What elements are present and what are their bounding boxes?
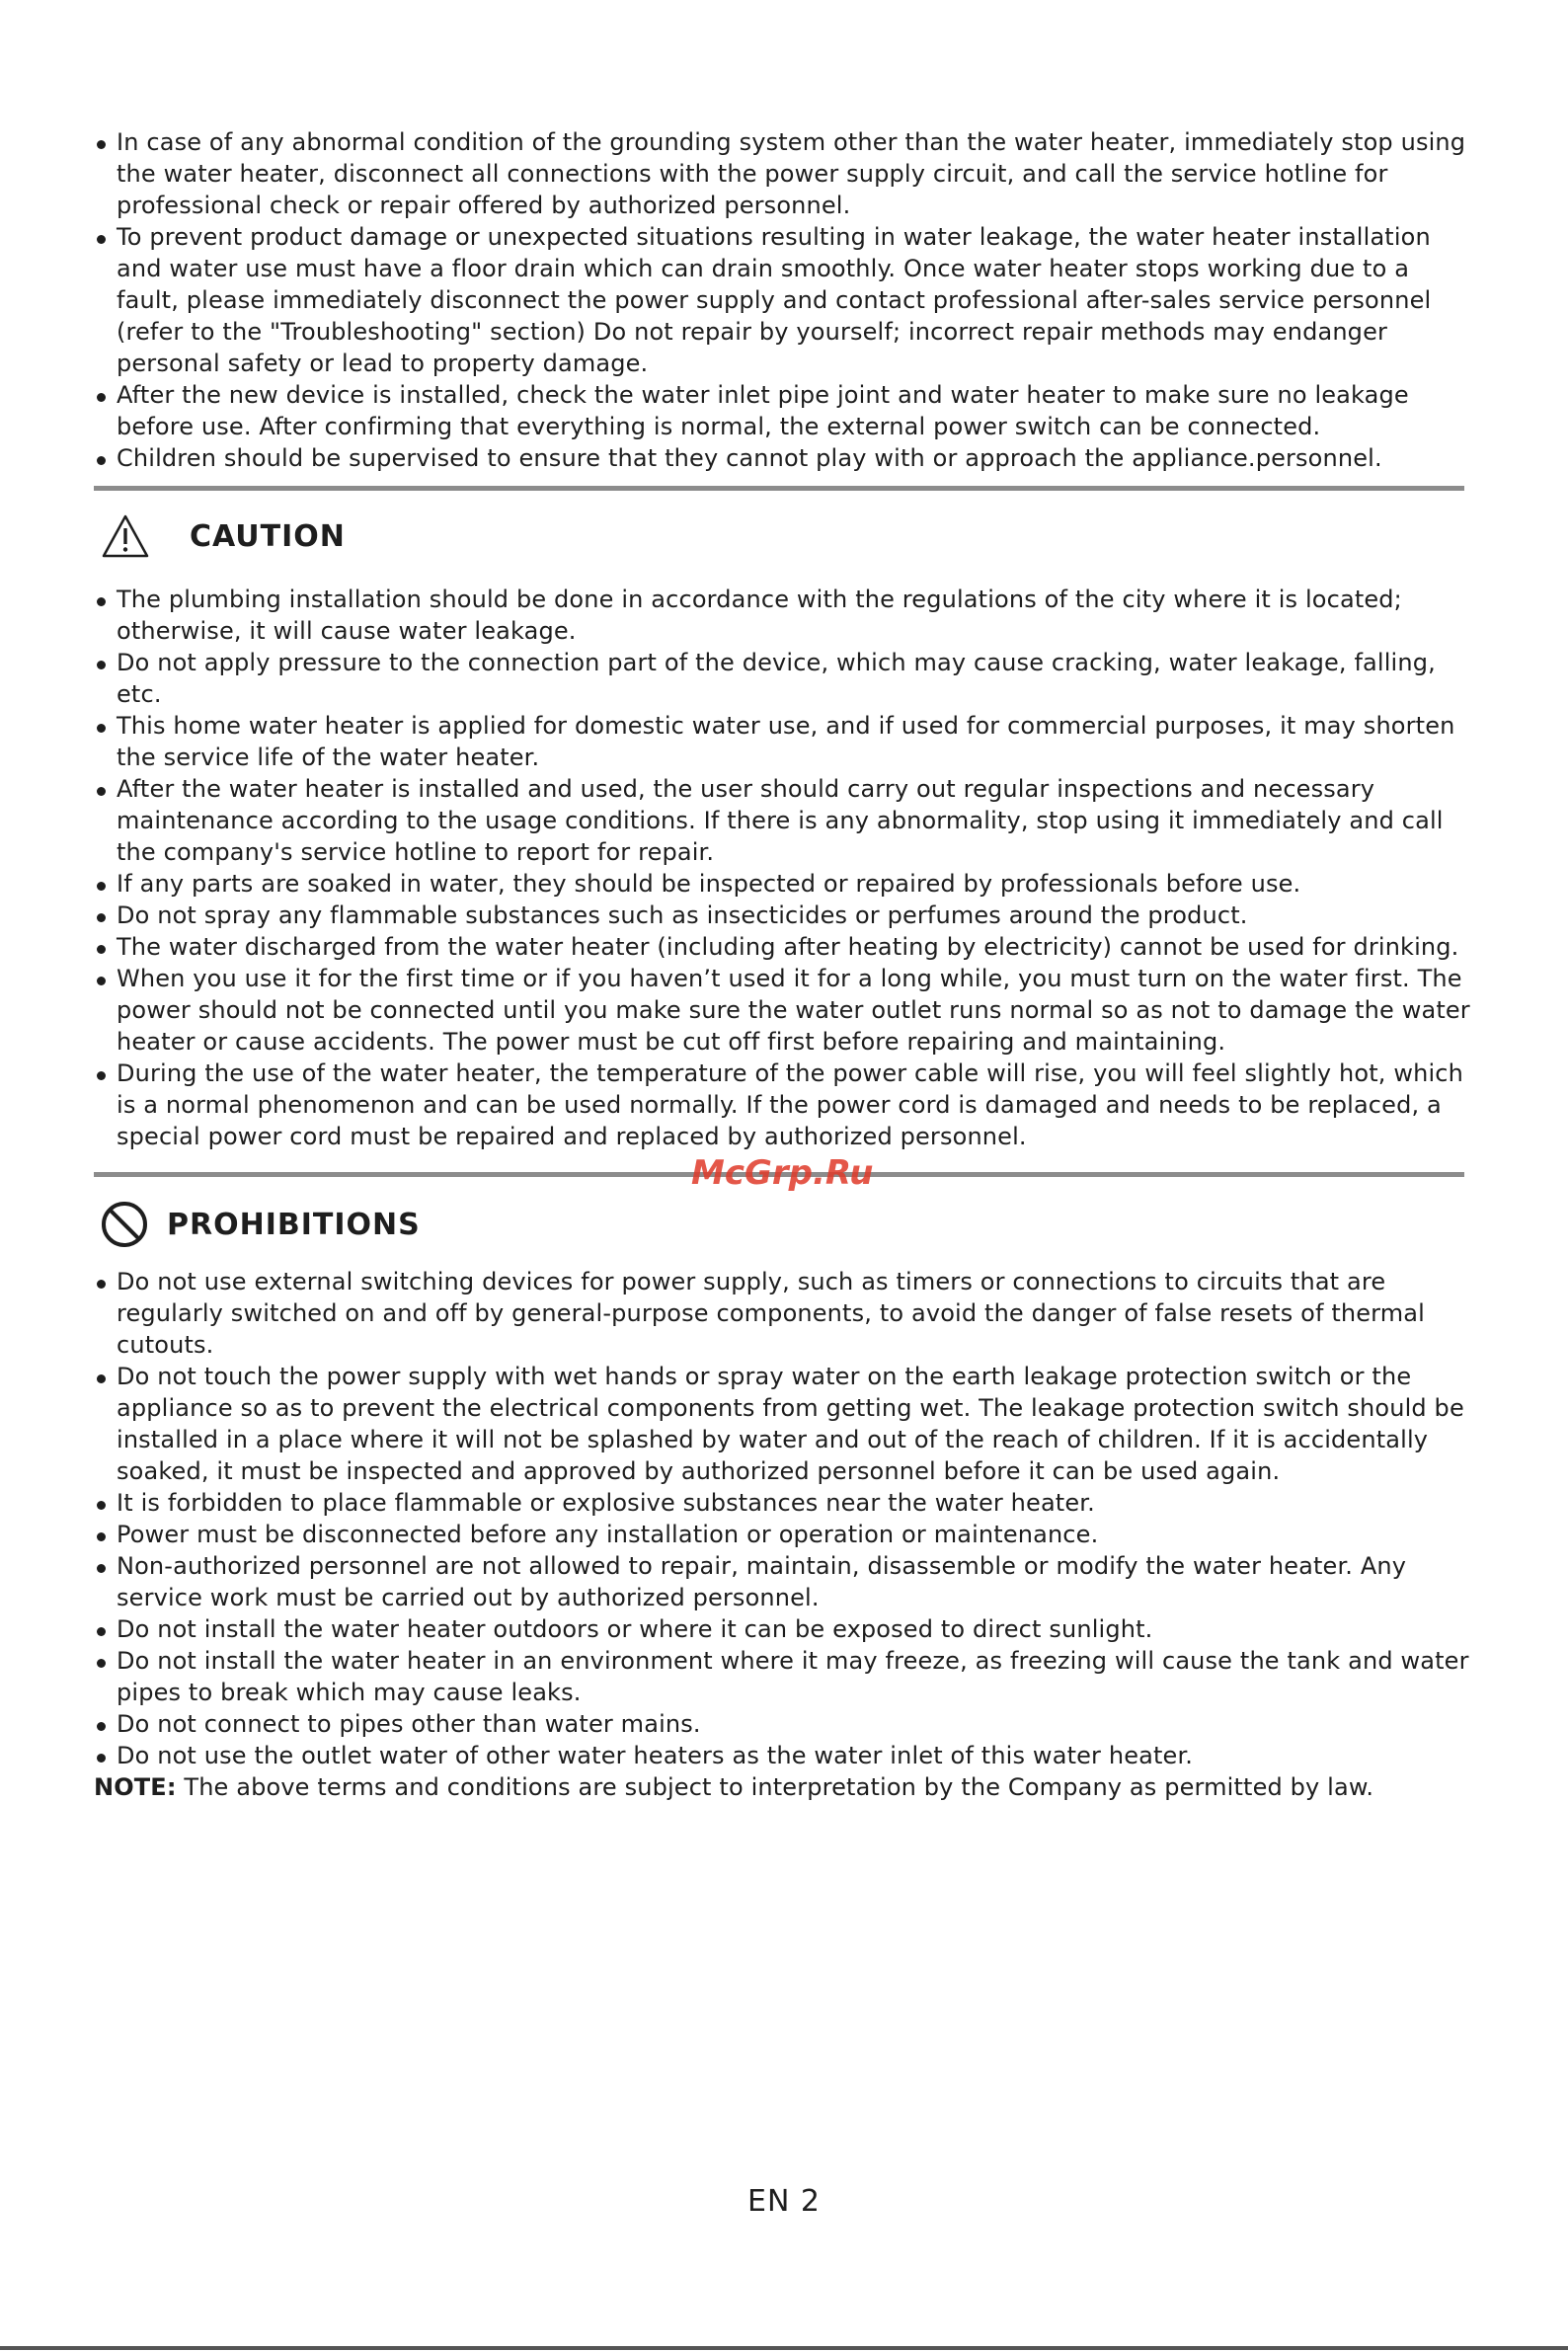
section-divider bbox=[94, 486, 1464, 491]
caution-list bbox=[94, 584, 1476, 1152]
list-item: During the use of the water heater, the temperature of the power cable will rise, you will feel slightly hot, which is a normal phenomenon and can be used normally. If the power cord is damaged and needs to be replaced, a special power cord must be repaired and replaced by authorized personnel. bbox=[94, 1058, 1476, 1152]
list-item: After the water heater is installed and used, the user should carry out regular inspections and necessary maintenance according to the usage conditions. If there is any abnormality, stop using it immediately and call the company's service hotline to report for repair. bbox=[94, 773, 1476, 868]
note-label: NOTE: bbox=[94, 1773, 177, 1801]
warning-triangle-icon bbox=[101, 513, 150, 559]
caution-title: CAUTION bbox=[190, 518, 346, 554]
list-item: Do not install the water heater outdoors or where it can be exposed to direct sunlight. bbox=[94, 1613, 1476, 1645]
list-item: Do not use external switching devices for power supply, such as timers or connections to circuits that are regularly switched on and off by general-purpose components, to avoid the danger of false resets of thermal cutouts. bbox=[94, 1266, 1476, 1361]
prohibited-icon bbox=[100, 1200, 149, 1249]
list-item: Do not install the water heater in an environment where it may freeze, as freezing will cause the tank and water pipes to break which may cause leaks. bbox=[94, 1645, 1476, 1708]
prohibitions-heading bbox=[94, 1189, 1476, 1260]
list-item: It is forbidden to place flammable or explosive substances near the water heater. bbox=[94, 1487, 1476, 1519]
caution-heading bbox=[94, 501, 1476, 572]
list-item: Do not connect to pipes other than water mains. bbox=[94, 1708, 1476, 1740]
list-item: The plumbing installation should be done in accordance with the regulations of the city where it is located; otherwise, it will cause water leakage. bbox=[94, 584, 1476, 647]
manual-page bbox=[94, 126, 1476, 1803]
note-text: The above terms and conditions are subject to interpretation by the Company as permitted by law. bbox=[176, 1773, 1374, 1801]
note-paragraph bbox=[94, 1771, 1476, 1803]
list-item: The water discharged from the water heater (including after heating by electricity) cannot be used for drinking. bbox=[94, 931, 1476, 963]
list-item: Do not apply pressure to the connection part of the device, which may cause cracking, water leakage, falling, etc. bbox=[94, 647, 1476, 710]
list-item: To prevent product damage or unexpected situations resulting in water leakage, the water heater installation and water use must have a floor drain which can drain smoothly. Once water heater stops working due to a fault, please immediately disconnect the power supply and contact professional after-sales service personnel (refer to the "Troubleshooting" section) Do not repair by yourself; incorrect repair methods may endanger personal safety or lead to property damage. bbox=[94, 221, 1476, 379]
list-item: Do not use the outlet water of other water heaters as the water inlet of this water heater. bbox=[94, 1740, 1476, 1771]
list-item: Power must be disconnected before any installation or operation or maintenance. bbox=[94, 1519, 1476, 1550]
list-item: Children should be supervised to ensure that they cannot play with or approach the appliance.personnel. bbox=[94, 442, 1476, 474]
page-number: EN 2 bbox=[746, 2184, 822, 2219]
list-item: When you use it for the first time or if you haven’t used it for a long while, you must turn on the water first. The power should not be connected until you make sure the water outlet runs normal so as not to damage the water heater or cause accidents. The power must be cut off first before repairing and maintaining. bbox=[94, 963, 1476, 1058]
intro-list bbox=[94, 126, 1476, 474]
list-item: Do not spray any flammable substances such as insecticides or perfumes around the product. bbox=[94, 900, 1476, 931]
bottom-border bbox=[0, 2346, 1568, 2350]
prohibitions-title: PROHIBITIONS bbox=[167, 1207, 421, 1242]
list-item: After the new device is installed, check the water inlet pipe joint and water heater to make sure no leakage before use. After confirming that everything is normal, the external power switch can be connected. bbox=[94, 379, 1476, 442]
list-item: This home water heater is applied for domestic water use, and if used for commercial purposes, it may shorten the service life of the water heater. bbox=[94, 710, 1476, 773]
prohibitions-list bbox=[94, 1266, 1476, 1771]
list-item: Do not touch the power supply with wet hands or spray water on the earth leakage protection switch or the appliance so as to prevent the electrical components from getting wet. The leakage protection switch should be installed in a place where it will not be splashed by water and out of the reach of children. If it is accidentally soaked, it must be inspected and approved by authorized personnel before it can be used again. bbox=[94, 1361, 1476, 1487]
list-item: In case of any abnormal condition of the grounding system other than the water heater, immediately stop using the water heater, disconnect all connections with the power supply circuit, and call the service hotline for professional check or repair offered by authorized personnel. bbox=[94, 126, 1476, 221]
watermark: McGrp.Ru bbox=[691, 1153, 874, 1193]
list-item: If any parts are soaked in water, they should be inspected or repaired by professionals before use. bbox=[94, 868, 1476, 900]
list-item: Non-authorized personnel are not allowed to repair, maintain, disassemble or modify the water heater. Any service work must be carried out by authorized personnel. bbox=[94, 1550, 1476, 1613]
